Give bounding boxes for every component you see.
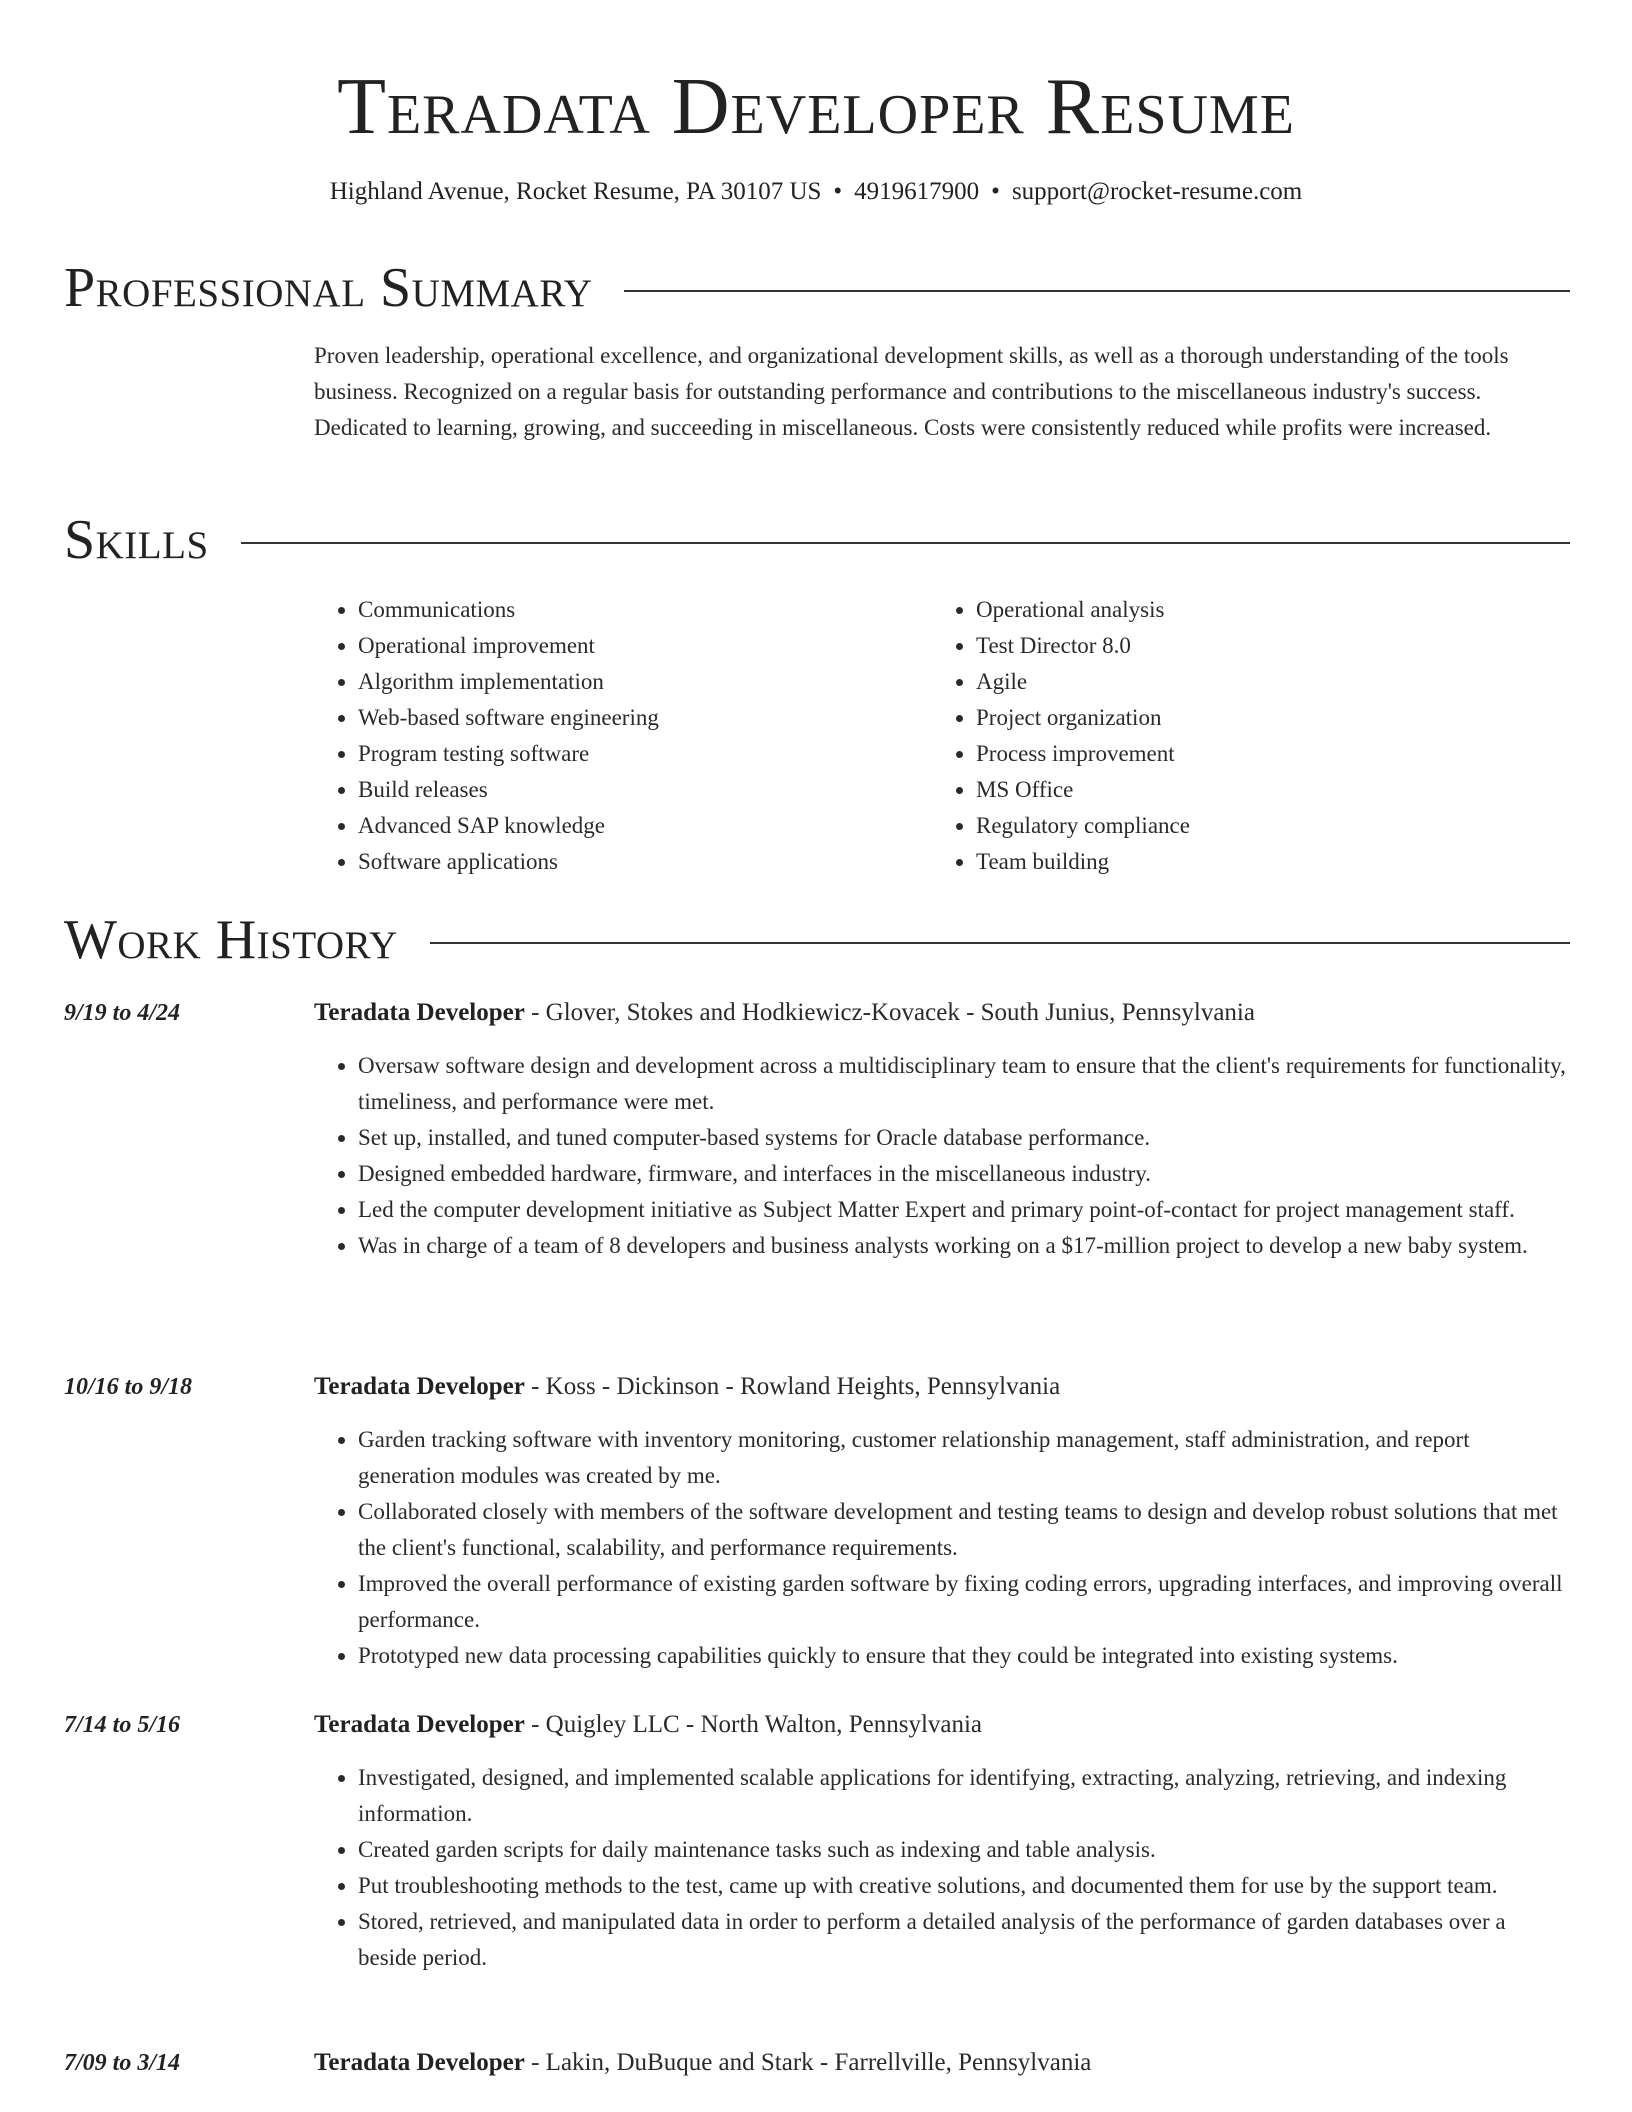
skill-item: • Project organization <box>976 700 1576 736</box>
job-date: 10/16 to 9/18 <box>64 1374 193 1400</box>
job-date: 7/14 to 5/16 <box>64 1712 181 1738</box>
skill-item: • Process improvement <box>976 736 1576 772</box>
job-title-line <box>314 1370 1570 1404</box>
resume-title: Teradata Developer Resume <box>337 63 1295 151</box>
job-bullet-list <box>314 1422 1570 1674</box>
job-date: 9/19 to 4/24 <box>64 1000 181 1026</box>
skills-list-right <box>932 592 1576 880</box>
section-divider <box>430 942 1570 944</box>
job-title-line <box>314 1708 1570 1742</box>
job-employer: - Lakin, DuBuque and Stark - Farrellville, Pennsylvania <box>524 2049 1092 2076</box>
skill-item: • Advanced SAP knowledge <box>358 808 918 844</box>
job-title: Teradata Developer <box>314 2049 525 2076</box>
skill-item: • Agile <box>976 664 1576 700</box>
job-bullet: • Prototyped new data processing capabilities quickly to ensure that they could be integrated into existing systems. <box>358 1638 1570 1674</box>
job-bullet: • Put troubleshooting methods to the test, came up with creative solutions, and documented them for use by the support team. <box>358 1868 1570 1904</box>
job-bullet: • Was in charge of a team of 8 developers and business analysts working on a $17-million project to develop a new baby system. <box>358 1228 1570 1264</box>
skills-list-left <box>314 592 918 880</box>
job-bullet: • Oversaw software design and development across a multidisciplinary team to ensure that the client's requirements for functionality, timeliness, and performance were met. <box>358 1048 1570 1120</box>
work-history-heading: Work History <box>64 909 398 971</box>
contact-separator: • <box>833 178 843 205</box>
skills-heading: Skills <box>64 509 209 571</box>
skill-item: • Regulatory compliance <box>976 808 1576 844</box>
job-bullet: • Set up, installed, and tuned computer-based systems for Oracle database performance. <box>358 1120 1570 1156</box>
skill-item: • Program testing software <box>358 736 918 772</box>
job-bullet: • Created garden scripts for daily maintenance tasks such as indexing and table analysis. <box>358 1832 1570 1868</box>
skill-item: • Web-based software engineering <box>358 700 918 736</box>
job-bullet-list <box>314 1760 1570 1976</box>
skill-item: • Software applications <box>358 844 918 880</box>
skills-section-header <box>64 508 1570 572</box>
job-title: Teradata Developer <box>314 999 525 1026</box>
job-bullet-list <box>314 1048 1570 1264</box>
section-divider <box>624 290 1570 292</box>
contact-address: Highland Avenue, Rocket Resume, PA 30107 US <box>329 178 822 205</box>
section-divider <box>241 542 1570 544</box>
summary-section-header <box>64 256 1570 320</box>
skill-item: • Communications <box>358 592 918 628</box>
job-employer: - Glover, Stokes and Hodkiewicz-Kovacek - South Junius, Pennsylvania <box>524 999 1255 1026</box>
summary-text: Proven leadership, operational excellence, and organizational development skills, as well as a thorough understanding of the tools business. Recognized on a regular basis for outstanding performance and contributions to the miscellaneous industry's success. Dedicated to learning, growing, and succeeding in miscellaneous. Costs were consistently reduced while profits were increased. <box>314 343 1509 440</box>
skill-item: • Operational analysis <box>976 592 1576 628</box>
job-bullet: • Designed embedded hardware, firmware, and interfaces in the miscellaneous industry. <box>358 1156 1570 1192</box>
contact-email: support@rocket-resume.com <box>1011 178 1303 205</box>
skill-item: • Test Director 8.0 <box>976 628 1576 664</box>
job-bullet: • Investigated, designed, and implemented scalable applications for identifying, extracting, analyzing, retrieving, and indexing information. <box>358 1760 1570 1832</box>
job-title-line <box>314 2046 1570 2080</box>
job-employer: - Quigley LLC - North Walton, Pennsylvania <box>524 1711 983 1738</box>
job-bullet: • Improved the overall performance of existing garden software by fixing coding errors, upgrading interfaces, and improving overall performance. <box>358 1566 1570 1638</box>
skill-item: • Build releases <box>358 772 918 808</box>
job-bullet: • Collaborated closely with members of the software development and testing teams to design and develop robust solutions that met the client's functional, scalability, and performance requirements. <box>358 1494 1570 1566</box>
job-bullet: • Led the computer development initiative as Subject Matter Expert and primary point-of-contact for project management staff. <box>358 1192 1570 1228</box>
work-history-section-header <box>64 908 1570 972</box>
skill-item: • Operational improvement <box>358 628 918 664</box>
job-title-line <box>314 996 1570 1030</box>
summary-heading: Professional Summary <box>64 257 593 319</box>
job-bullet: • Stored, retrieved, and manipulated data in order to perform a detailed analysis of the performance of garden databases over a beside period. <box>358 1904 1570 1976</box>
job-bullet: • Garden tracking software with inventory monitoring, customer relationship management, staff administration, and report generation modules was created by me. <box>358 1422 1570 1494</box>
skill-item: • Team building <box>976 844 1576 880</box>
job-employer: - Koss - Dickinson - Rowland Heights, Pennsylvania <box>524 1373 1061 1400</box>
skill-item: • MS Office <box>976 772 1576 808</box>
job-title: Teradata Developer <box>314 1373 525 1400</box>
contact-separator: • <box>991 178 1000 205</box>
contact-line <box>0 176 1632 208</box>
contact-phone: 4919617900 <box>854 178 980 205</box>
skill-item: • Algorithm implementation <box>358 664 918 700</box>
job-title: Teradata Developer <box>314 1711 525 1738</box>
job-date: 7/09 to 3/14 <box>64 2050 181 2076</box>
